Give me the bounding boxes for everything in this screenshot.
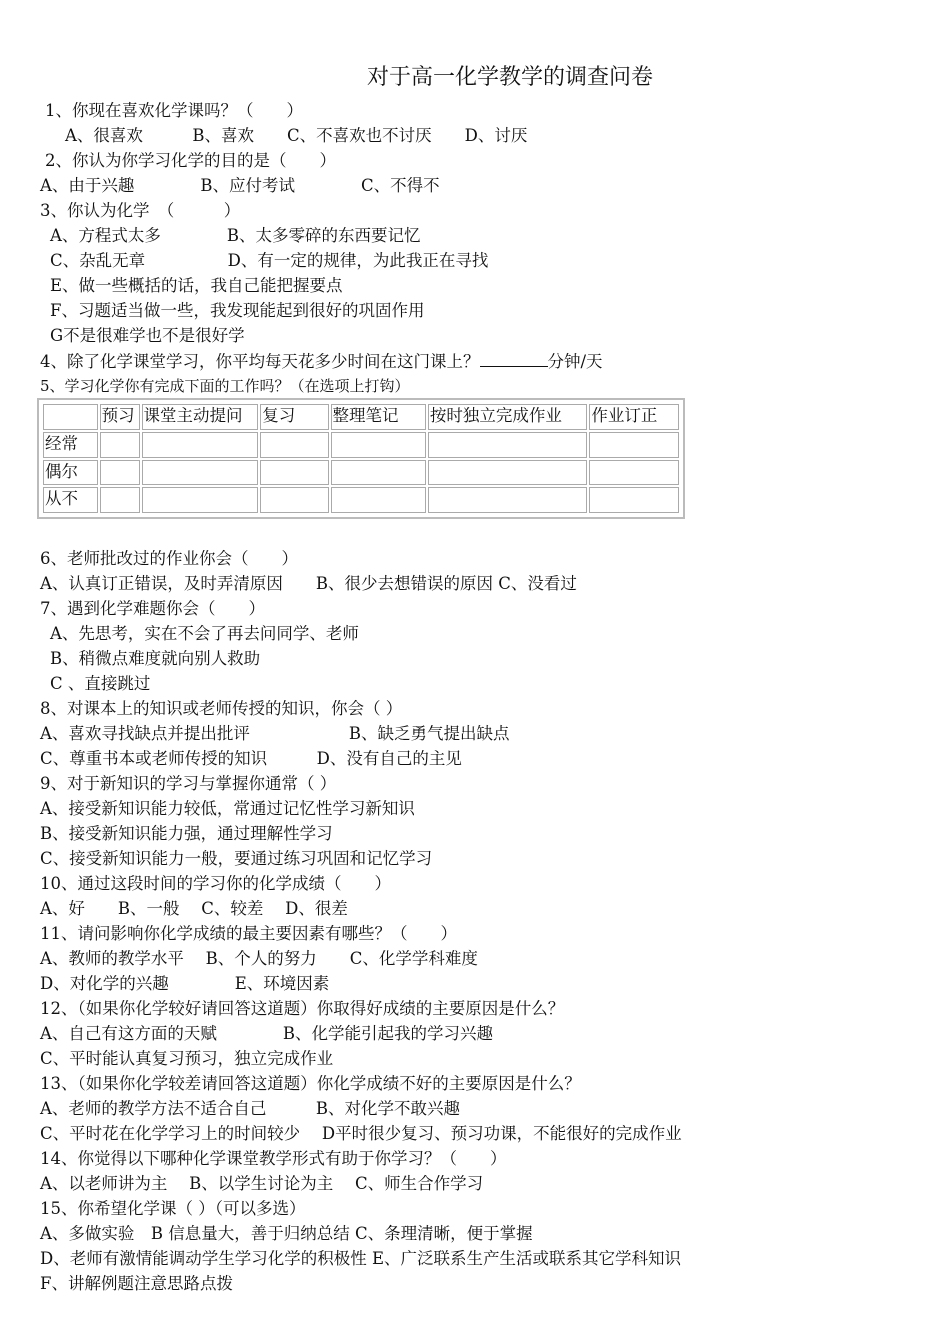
page-title: 对于高一化学教学的调查问卷	[366, 65, 653, 90]
table-header-cell: 预习	[100, 404, 140, 430]
question-15-option-de: D、老师有激情能调动学生学习化学的积极性 E、广泛联系生产生活或联系其它学科知识	[40, 1249, 682, 1268]
question-3: 3、你认为化学 （ ）	[40, 201, 241, 220]
checkbox-cell[interactable]	[428, 432, 587, 458]
study-habits-table	[37, 398, 685, 519]
question-11: 11、请问影响你化学成绩的最主要因素有哪些？（ ）	[40, 924, 457, 943]
question-10-options: A、好 B、一般 C、较差 D、很差	[40, 899, 348, 918]
question-12-option-c: C、平时能认真复习预习，独立完成作业	[40, 1049, 334, 1068]
question-1: 1、你现在喜欢化学课吗？（ ）	[45, 101, 303, 120]
question-4-text: 4、除了化学课堂学习，你平均每天花多少时间在这门课上？	[40, 352, 480, 371]
question-11-option-de: D、对化学的兴趣 E、环境因素	[40, 974, 330, 993]
table-row	[43, 460, 679, 486]
checkbox-cell[interactable]	[260, 487, 328, 513]
checkbox-cell[interactable]	[260, 460, 328, 486]
question-12-option-ab: A、自己有这方面的天赋 B、化学能引起我的学习兴趣	[40, 1024, 494, 1043]
question-3-option-cd: C、杂乱无章 D、有一定的规律，为此我正在寻找	[50, 251, 489, 270]
checkbox-cell[interactable]	[331, 432, 426, 458]
checkbox-cell[interactable]	[100, 460, 140, 486]
table-row	[43, 432, 679, 458]
question-6-options: A、认真订正错误，及时弄清原因 B、很少去想错误的原因 C、没看过	[40, 574, 577, 593]
question-8-option-cd: C、尊重书本或老师传授的知识 D、没有自己的主见	[40, 749, 462, 768]
checkbox-cell[interactable]	[428, 487, 587, 513]
question-15-option-abc: A、多做实验 B 信息量大，善于归纳总结 C、条理清晰，便于掌握	[40, 1224, 533, 1243]
question-13: 13、（如果你化学较差请回答这道题）你化学成绩不好的主要原因是什么？	[40, 1074, 581, 1093]
checkbox-cell[interactable]	[589, 487, 679, 513]
question-3-option-g: G不是很难学也不是很好学	[50, 326, 245, 345]
row-label: 从不	[43, 487, 98, 513]
table-row	[43, 487, 679, 513]
row-label: 偶尔	[43, 460, 98, 486]
question-10: 10、通过这段时间的学习你的化学成绩（ ）	[40, 874, 391, 893]
question-5: 5、学习化学你有完成下面的工作吗？（在选项上打钩）	[40, 377, 410, 395]
question-4-unit: 分钟/天	[547, 352, 603, 371]
question-15: 15、你希望化学课（ ）（可以多选）	[40, 1199, 306, 1218]
answer-blank[interactable]	[480, 350, 548, 367]
question-9: 9、对于新知识的学习与掌握你通常（ ）	[40, 774, 337, 793]
table-header-cell: 作业订正	[589, 404, 679, 430]
question-6: 6、老师批改过的作业你会（ ）	[40, 549, 298, 568]
question-14-options: A、以老师讲为主 B、以学生讨论为主 C、师生合作学习	[40, 1174, 484, 1193]
table-header-cell	[43, 404, 98, 430]
checkbox-cell[interactable]	[331, 460, 426, 486]
checkbox-cell[interactable]	[142, 460, 259, 486]
checkbox-cell[interactable]	[331, 487, 426, 513]
question-13-option-ab: A、老师的教学方法不适合自己 B、对化学不敢兴趣	[40, 1099, 461, 1118]
question-4	[40, 350, 603, 373]
question-2: 2、你认为你学习化学的目的是（ ）	[45, 151, 336, 170]
question-9-option-b: B、接受新知识能力强，通过理解性学习	[40, 824, 333, 843]
question-13-option-cd: C、平时花在化学学习上的时间较少 D平时很少复习、预习功课，不能很好的完成作业	[40, 1124, 682, 1143]
question-8: 8、对课本上的知识或老师传授的知识，你会（ ）	[40, 699, 403, 718]
question-9-option-a: A、接受新知识能力较低，常通过记忆性学习新知识	[40, 799, 415, 818]
question-7: 7、遇到化学难题你会（ ）	[40, 599, 265, 618]
question-7-option-b: B、稍微点难度就向别人救助	[50, 649, 261, 668]
table-header-cell: 按时独立完成作业	[428, 404, 587, 430]
question-12: 12、（如果你化学较好请回答这道题）你取得好成绩的主要原因是什么？	[40, 999, 565, 1018]
question-7-option-c: C 、直接跳过	[50, 674, 151, 693]
row-label: 经常	[43, 432, 98, 458]
table-header-cell: 整理笔记	[331, 404, 426, 430]
checkbox-cell[interactable]	[589, 432, 679, 458]
question-1-options: A、很喜欢 B、喜欢 C、不喜欢也不讨厌 D、讨厌	[65, 126, 528, 145]
checkbox-cell[interactable]	[428, 460, 587, 486]
question-7-option-a: A、先思考，实在不会了再去问同学、老师	[50, 624, 359, 643]
question-11-option-abc: A、教师的教学水平 B、个人的努力 C、化学学科难度	[40, 949, 478, 968]
question-8-option-ab: A、喜欢寻找缺点并提出批评 B、缺乏勇气提出缺点	[40, 724, 510, 743]
question-3-option-f: F、习题适当做一些，我发现能起到很好的巩固作用	[50, 301, 425, 320]
question-2-options: A、由于兴趣 B、应付考试 C、不得不	[40, 176, 440, 195]
table-header-cell: 课堂主动提问	[142, 404, 259, 430]
question-14: 14、你觉得以下哪种化学课堂教学形式有助于你学习？（ ）	[40, 1149, 507, 1168]
question-9-option-c: C、接受新知识能力一般，要通过练习巩固和记忆学习	[40, 849, 433, 868]
checkbox-cell[interactable]	[142, 487, 259, 513]
question-3-option-ab: A、方程式太多 B、太多零碎的东西要记忆	[50, 226, 421, 245]
checkbox-cell[interactable]	[142, 432, 259, 458]
question-3-option-e: E、做一些概括的话，我自己能把握要点	[50, 276, 343, 295]
table-header-cell: 复习	[260, 404, 328, 430]
checkbox-cell[interactable]	[100, 432, 140, 458]
checkbox-cell[interactable]	[260, 432, 328, 458]
checkbox-cell[interactable]	[589, 460, 679, 486]
checkbox-cell[interactable]	[100, 487, 140, 513]
question-15-option-f: F、讲解例题注意思路点拨	[40, 1274, 233, 1293]
table-header-row	[43, 404, 679, 430]
